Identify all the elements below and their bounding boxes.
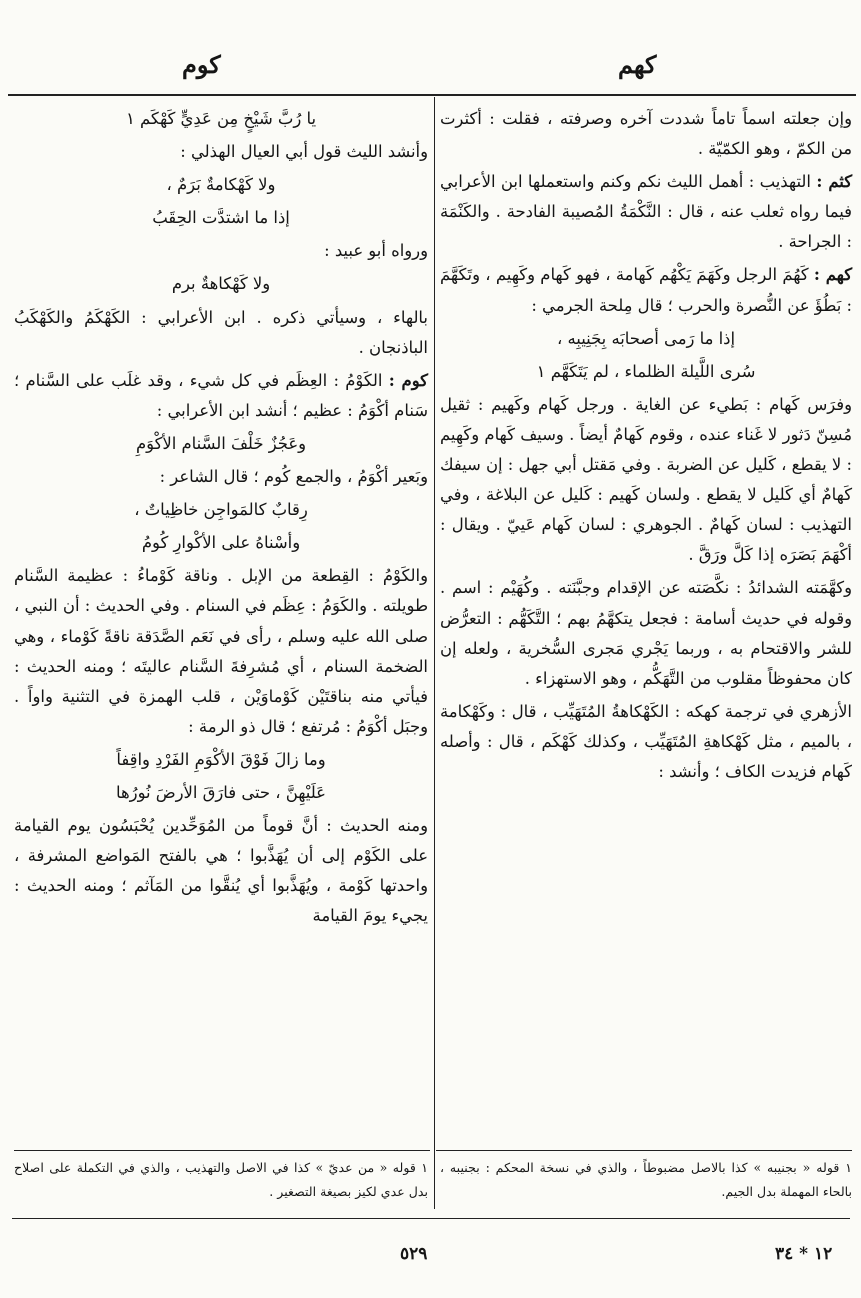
left-paragraph-kawm [14,366,428,426]
left-paragraph-3: بالهاء ، وسيأتي ذكره . ابن الأعرابي : الكَهْكَمُ والكَهْكَبُ الباذنجان . [14,307,428,357]
left-paragraph-1: وأنشد الليث قول أبي العيال الهذلي : [180,142,428,162]
right-paragraph-5: وكهَّمَته الشدائدُ : نكَّصَته عن الإقدام وجبَّنَته . وكُهَيْم : اسم . وقوله في حديث أسامة : فجعل يتكهَّمُ بهم ؛ التَّكَهُّم : التعرُّض للشر والاقتحام به ، وربما يَجْري مَجرى السُّخرية ، ولعله إن كان محفوظاً مقلوب من التَّهَكُّم ، وهو الاستهزاء . [440,578,852,688]
footer-rule [12,1218,850,1219]
verse-line: يا رُبَّ شَيْخٍ مِن عَدِيٍّ كَهْكَم ١ [125,109,317,128]
entry-text-kawm: الكَوْمُ : العِظَم في كل شيء ، وقد غلَب على السَّنام ؛ سَنام أكْوَمُ : عظيم ؛ أنشد ابن الأعرابي : [14,370,428,420]
left-footnote: ١ قوله « من عديّ » كذا في الاصل والتهذيب ، والذي في التكملة على اصلاح بدل عدي لكيز بصيغة التصغير . [14,1160,428,1199]
entry-head-kahm: كهم : [813,265,852,285]
right-paragraph-4: وفرَس كَهام : بَطيء عن الغاية . ورجل كَهام وكَهيم : ثقيل مُسِنّ دَثور لا غَناء عنده ، وقوم كَهامٌ أيضاً . وسيف كَهام وكَهِيم : لا يقطع ، كَليل عن الضربة . وفي مَقتل أبي جهل : إن سيفك كَهامٌ أي كَليل لا يقطع . ولسان كَهيم : كَليل عن البلاغة ، وفي التهذيب : لسان كَهامٌ . الجوهري : لسان كَهام عَييّ . ويقال : أكْهَمَ بَصَرَه إذا كَلَّ ورَقَّ . [440,394,852,565]
verse-line: وعَجُزٌ خَلْفَ السَّنام الأكْوَمِ [135,433,307,453]
verse-line: عَلَيْهِنَّ ، حتى فارَقَ الأرضَ نُورُها [116,782,326,802]
column-separator [434,97,435,1209]
verse-line: إذا ما اشتدَّت الحِقَبُ [152,208,290,228]
left-paragraph-5: وبَعير أكْوَمُ ، والجمع كُوم ؛ قال الشاعر : [159,467,428,487]
right-paragraph-1: وإن جعلته اسماً تاماً شددت آخره وصرفته ، فقلت : أكثرت من الكمّ ، وهو الكمّيّة . [440,109,852,159]
right-paragraph-kahm [440,260,852,320]
left-footnote-rule [14,1150,430,1151]
entry-text-kahm: كَهُمَ الرجل وكَهَمَ يَكْهُم كَهامة ، فهو كَهام وكَهِيم ، وتَكَهَّمَ : بَطُؤَ عن النُّصرة والحرب ؛ قال مِلحة الجرمي : [440,265,852,315]
right-footnote-rule [436,1150,852,1151]
left-column [14,104,428,934]
header-left-word: كوم [182,50,221,79]
verse-line: وما زالَ فَوْقَ الأكْوَمِ الفَرْدِ واقِفاً [116,749,326,769]
verse-line: رِقابٌ كالمَواجِن خاظِياتٌ ، [134,500,308,520]
verse-line: سُرى اللَّيلة الظلماء ، لم يَتَكَهَّم ١ [536,361,756,381]
left-paragraph-2: ورواه أبو عبيد : [324,241,428,261]
entry-text-kathm: التهذيب : أهمل الليث نكم وكنم واستعملها ابن الأعرابي فيما رواه ثعلب عنه ، قال : النَّكْمَةُ المُصيبة الفادحة . والكَنْمَة : الجراحة . [440,172,852,252]
right-paragraph-6: الأزهري في ترجمة كهكه : الكَهْكاهةُ المُتَهَيِّب ، قال : وكَهْكامة ، بالميم ، مثل كَهْكاهةِ المُتَهَيِّب ، وكذلك كَهْكَم ، قال : وأصله كَهام فزيدت الكاف ؛ وأنشد : [440,701,852,781]
volume-marker: ١٢ * ٣٤ [775,1244,833,1264]
verse-line: ولا كَهْكاهةٌ برم [171,274,271,294]
verse-line: إذا ما رَمى أصحابَه بِجَنِيبِه ، [556,328,736,348]
right-footnote: ١ قوله « بجنيبه » كذا بالاصل مضبوطاً ، والذي في نسخة المحكم : بجنيبه ، بالحاء المهملة بدل الجيم. [440,1160,852,1199]
left-paragraph-6: والكَوْمُ : القِطعة من الإبل . وناقة كَوْماءُ : عظيمة السَّنام طويلته . والكَوَمُ : عِظَم في السنام . وفي الحديث : أن النبي ، صلى الله عليه وسلم ، رأى في نَعَم الصَّدَقة ناقةً كَوْماء ، وهي الضخمة السنام ، أي مُشرِفةَ السَّنام عاليتَه ؛ ومنه الحديث : فيأتي منه بناقتَيْن كَوْماوَيْن ، قلب الهمزة في التثنية واواً . وجبَل أكْوَمُ : مُرتفع ؛ قال ذو الرمة : [14,566,428,736]
left-paragraph-7: ومنه الحديث : أنَّ قوماً من المُوَحِّدين يُحْبَسُون يوم القيامة على الكَوْم إلى أن يُهَذَّبوا ؛ هي بالفتح المَواضع المشرفة ، واحدتها كَوْمة ، ويُهَذَّبوا أي يُنقَّوا من المَآثم ؛ ومنه الحديث : يجيء يومَ القيامة [14,816,428,926]
right-column [440,104,852,790]
header-right-word: كهم [618,50,657,79]
verse-line: وأسْناهُ على الأكْوارِ كُومُ [141,533,301,553]
entry-head-kathm: كثم : [816,172,852,192]
page-number: ٥٢٩ [400,1244,428,1264]
entry-head-kawm: كوم : [388,370,428,390]
verse-line: ولا كَهْكامةٌ بَرَمٌ ، [166,175,276,195]
top-rule [8,94,856,96]
right-paragraph-kathm [440,167,852,257]
